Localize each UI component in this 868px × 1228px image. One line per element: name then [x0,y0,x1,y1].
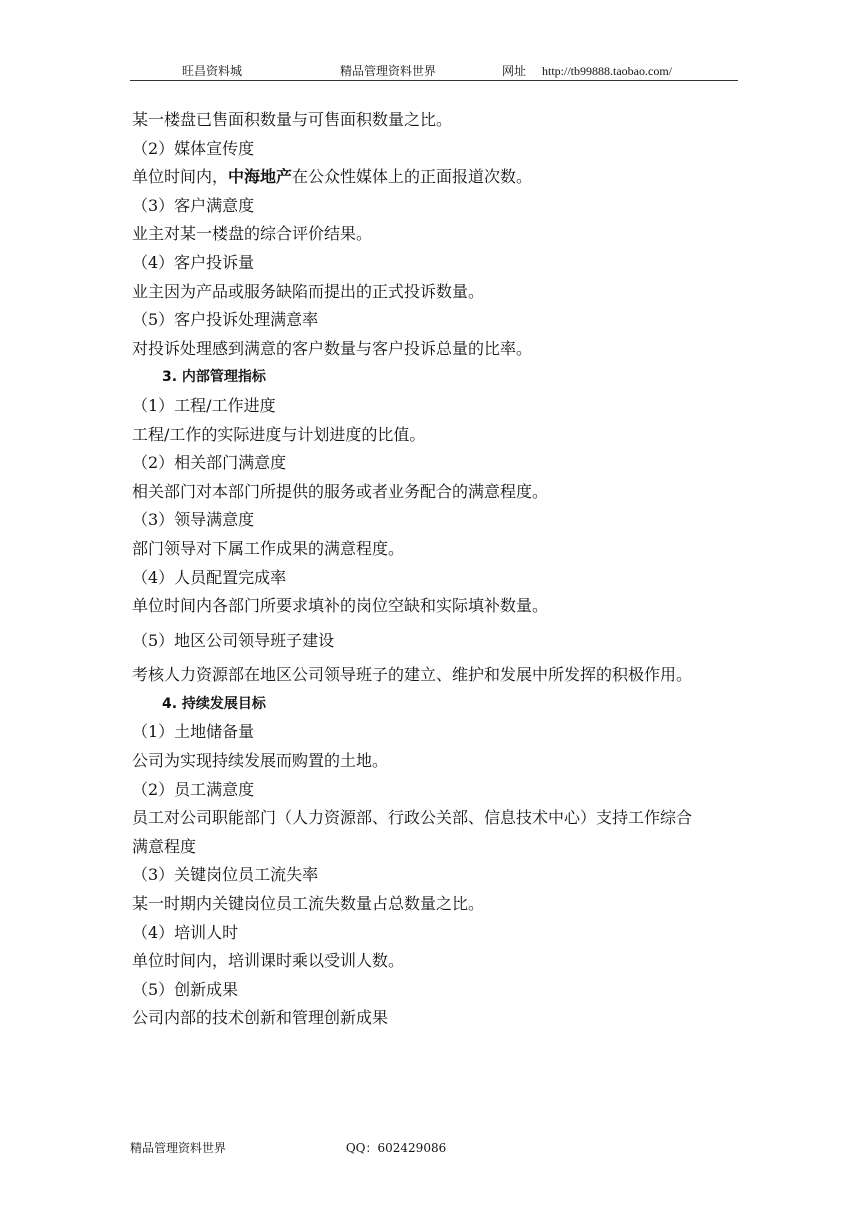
text-run: 在公众性媒体上的正面报道次数。 [292,167,533,187]
paragraph-line: 公司为实现持续发展而购置的土地。 [132,751,389,771]
footer-qq: QQ：602429086 [345,1141,447,1155]
indicator-title: （2）媒体宣传度 [132,138,255,158]
company-name-bold: 中海地产 [228,167,293,187]
indicator-title: （4）人员配置完成率 [132,567,287,587]
paragraph-line: 相关部门对本部门所提供的服务或者业务配合的满意程度。 [132,481,549,501]
document-body [132,106,744,1033]
page-footer [130,1140,446,1156]
indicator-title: （5）地区公司领导班子建设 [132,630,335,650]
paragraph-line: 工程/工作的实际进度与计划进度的比值。 [132,424,426,444]
text-run: 单位时间内， [132,167,229,187]
indicator-title: （3）领导满意度 [132,510,255,530]
paragraph-line: 单位时间内各部门所要求填补的岗位空缺和实际填补数量。 [132,596,549,616]
section-heading: 3. 内部管理指标 [162,369,266,386]
paragraph-line: 员工对公司职能部门（人力资源部、行政公关部、信息技术中心）支持工作综合 [132,808,693,828]
section-heading: 4. 持续发展目标 [162,695,266,712]
indicator-title: （2）员工满意度 [132,779,255,799]
header-url-label: 网址 [502,64,527,78]
indicator-title: （2）相关部门满意度 [132,453,287,473]
paragraph-line: 对投诉处理感到满意的客户数量与客户投诉总量的比率。 [132,338,533,358]
paragraph-line: 考核人力资源部在地区公司领导班子的建立、维护和发展中所发挥的积极作用。 [132,665,693,685]
header-shop-name: 旺昌资料城 [182,64,243,78]
paragraph-line: 某一时期内关键岗位员工流失数量占总数量之比。 [132,894,485,914]
indicator-title: （4）培训人时 [132,922,239,942]
page-header [130,62,738,81]
footer-site-title: 精品管理资料世界 [130,1141,227,1155]
indicator-title: （1）土地储备量 [132,722,255,742]
paragraph-line: 满意程度 [132,836,197,856]
indicator-title: （3）客户满意度 [132,195,255,215]
paragraph-line: 某一楼盘已售面积数量与可售面积数量之比。 [132,110,453,129]
paragraph-line: 单位时间内，培训课时乘以受训人数。 [132,951,405,971]
paragraph-line: 业主对某一楼盘的综合评价结果。 [132,224,373,244]
paragraph-line: 公司内部的技术创新和管理创新成果 [132,1008,389,1028]
indicator-title: （5）客户投诉处理满意率 [132,310,319,330]
header-site-title: 精品管理资料世界 [340,64,437,78]
indicator-title: （3）关键岗位员工流失率 [132,865,319,885]
header-url[interactable]: http://tb99888.taobao.com/ [542,64,672,78]
indicator-title: （5）创新成果 [132,979,239,999]
indicator-title: （1）工程/工作进度 [132,395,276,415]
indicator-title: （4）客户投诉量 [132,252,255,272]
paragraph-line [132,163,744,192]
paragraph-line: 部门领导对下属工作成果的满意程度。 [132,538,405,558]
paragraph-line: 业主因为产品或服务缺陷而提出的正式投诉数量。 [132,281,485,301]
